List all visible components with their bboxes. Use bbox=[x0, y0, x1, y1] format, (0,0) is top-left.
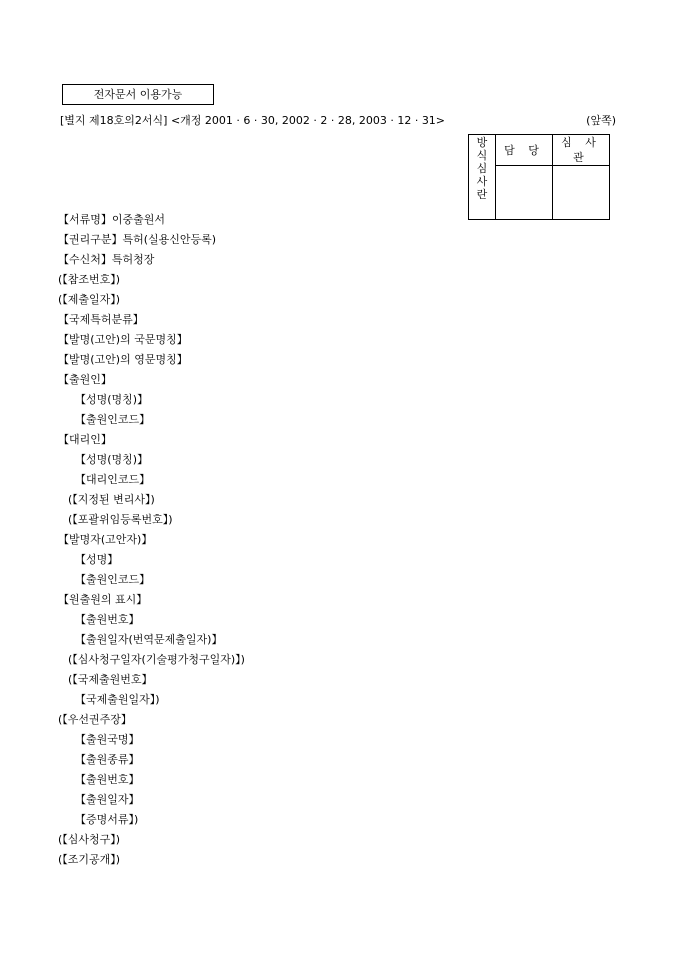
field-inventor-name: 【성명】 bbox=[75, 553, 119, 566]
field-exam-request: (【심사청구】) bbox=[58, 833, 121, 846]
field-agent-code: 【대리인코드】 bbox=[75, 473, 151, 486]
field-reference-number: (【참조번호】) bbox=[58, 273, 121, 286]
review-label-char: 심 bbox=[476, 162, 488, 175]
review-label-char: 방 bbox=[476, 136, 488, 149]
field-agent: 【대리인】 bbox=[58, 433, 112, 446]
field-agent-name: 【성명(명칭)】 bbox=[75, 453, 149, 466]
field-right-type: 【권리구분】특허(실용신안등록) bbox=[58, 233, 217, 246]
page-side-label: (앞쪽) bbox=[586, 114, 616, 127]
review-box-label bbox=[469, 135, 496, 220]
field-intl-application-number: (【국제출원번호】 bbox=[68, 673, 153, 686]
field-original-number: 【출원번호】 bbox=[75, 613, 140, 626]
electronic-document-badge: 전자문서 이용가능 bbox=[62, 84, 214, 105]
field-applicant-code: 【출원인코드】 bbox=[75, 413, 151, 426]
review-box bbox=[468, 134, 610, 220]
field-intl-application-date: 【국제출원일자】) bbox=[75, 693, 160, 706]
field-priority-number: 【출원번호】 bbox=[75, 773, 140, 786]
field-original-date: 【출원일자(번역문제출일자)】 bbox=[75, 633, 223, 646]
field-ipc: 【국제특허분류】 bbox=[58, 313, 144, 326]
field-general-power-number: (【포괄위임등록번호】) bbox=[68, 513, 173, 526]
review-label-char: 사 bbox=[476, 175, 488, 188]
review-label-char: 식 bbox=[476, 149, 488, 162]
review-officer-cell bbox=[496, 166, 553, 220]
field-title-korean: 【발명(고안)의 국문명칭】 bbox=[58, 333, 188, 346]
field-designated-attorney: (【지정된 변리사】) bbox=[68, 493, 155, 506]
field-submission-date: (【제출일자】) bbox=[58, 293, 121, 306]
field-document-name: 【서류명】이중출원서 bbox=[58, 213, 166, 226]
field-certificate: 【증명서류】) bbox=[75, 813, 139, 826]
field-applicant-name: 【성명(명칭)】 bbox=[75, 393, 149, 406]
field-priority-type: 【출원종류】 bbox=[75, 753, 140, 766]
field-priority-country: 【출원국명】 bbox=[75, 733, 140, 746]
field-inventor-code: 【출원인코드】 bbox=[75, 573, 151, 586]
review-label-char: 란 bbox=[476, 188, 488, 201]
field-exam-request-date: (【심사청구일자(기술평가청구일자)】) bbox=[68, 653, 245, 666]
review-col-examiner: 심 사 관 bbox=[553, 135, 610, 166]
field-early-publication: (【조기공개】) bbox=[58, 853, 121, 866]
field-recipient: 【수신처】특허청장 bbox=[58, 253, 155, 266]
field-applicant: 【출원인】 bbox=[58, 373, 112, 386]
form-number-line: [별지 제18호의2서식] <개정 2001 · 6 · 30, 2002 · 2 · 28, 2003 · 12 · 31> bbox=[60, 114, 446, 127]
field-priority-claim: (【우선권주장】 bbox=[58, 713, 132, 726]
field-priority-date: 【출원일자】 bbox=[75, 793, 140, 806]
review-examiner-cell bbox=[553, 166, 610, 220]
review-col-officer: 담 당 bbox=[496, 135, 553, 166]
field-original-application: 【원출원의 표시】 bbox=[58, 593, 148, 606]
field-title-english: 【발명(고안)의 영문명칭】 bbox=[58, 353, 188, 366]
field-inventor: 【발명자(고안자)】 bbox=[58, 533, 153, 546]
